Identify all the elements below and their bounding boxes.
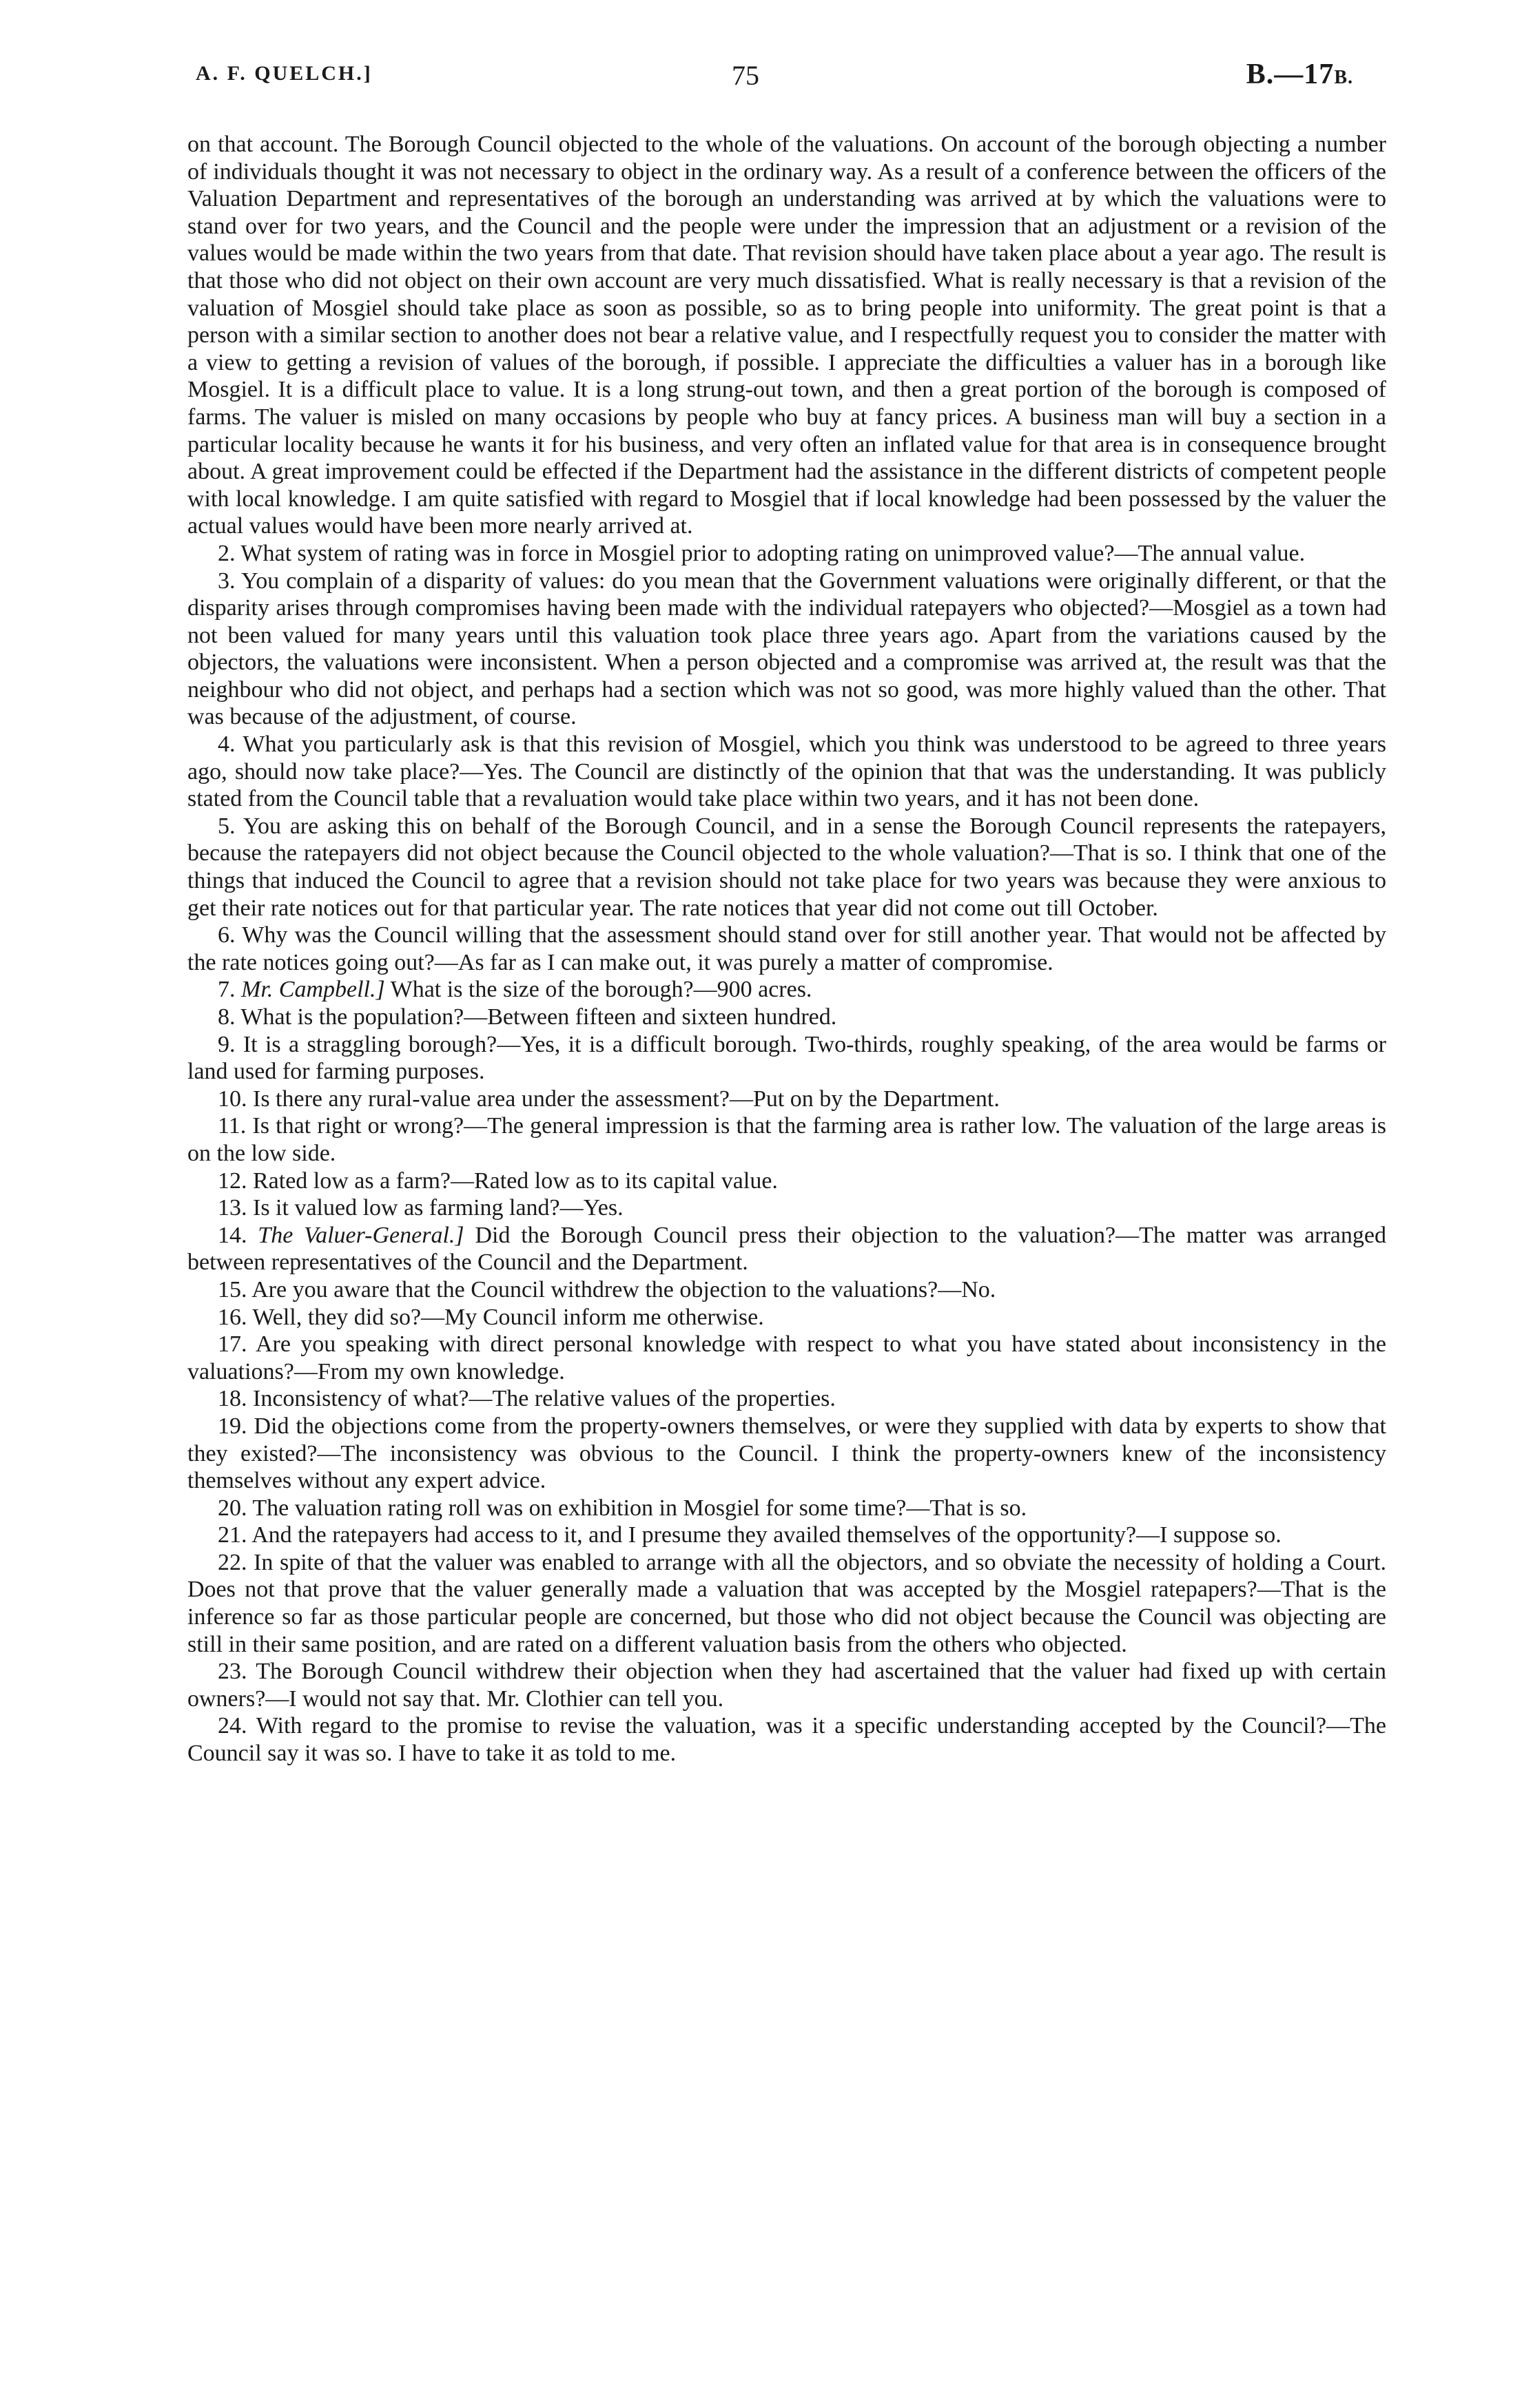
paragraph-text: It is a straggling borough?—Yes, it is a difficult borough. Two-thirds, roughly speaking, of the area would be farms or land used for farming purposes. — [187, 1031, 1386, 1085]
question-number: 15. — [218, 1276, 247, 1302]
question-number: 24. — [218, 1713, 247, 1739]
paragraph-text: What you particularly ask is that this revision of Mosgiel, which you think was understood to be agreed to three years ago, should now take place?—Yes. The Council are distinctly of the opinion that that was the understanding. It was publicly stated from the Council table that a revaluation would take place within two years, and it has not been done. — [187, 731, 1386, 812]
question-answer-paragraph — [187, 813, 1386, 922]
question-number: 9. — [218, 1031, 236, 1057]
paragraph-text: What is the size of the borough?—900 acres. — [390, 977, 812, 1003]
page-header — [0, 59, 1522, 103]
question-number: 7. — [218, 977, 236, 1003]
question-number: 19. — [218, 1413, 247, 1439]
page-number: 75 — [732, 60, 759, 91]
question-number: 18. — [218, 1386, 247, 1412]
question-number: 23. — [218, 1659, 247, 1685]
question-answer-paragraph — [187, 976, 1386, 1004]
reference-main: B.—17 — [1246, 59, 1335, 90]
body-text — [187, 131, 1386, 1767]
paragraph-text: Did the objections come from the property-owners themselves, or were they supplied with data by experts to show that they existed?—The inconsistency was obvious to the Council. I think the property-owners knew of the inconsistency themselves without any expert advice. — [187, 1413, 1386, 1494]
question-answer-paragraph — [187, 1167, 1386, 1195]
speaker-name: Mr. Campbell.] — [241, 977, 385, 1003]
question-answer-paragraph — [187, 540, 1386, 568]
paragraph-text: Are you speaking with direct personal knowledge with respect to what you have stated about inconsistency in the valuations?—From my own knowledge. — [187, 1331, 1387, 1384]
question-number: 8. — [218, 1004, 236, 1030]
question-answer-paragraph — [187, 1086, 1386, 1113]
paragraph-text: Is that right or wrong?—The general impression is that the farming area is rather low. The valuation of the large areas is on the low side. — [187, 1113, 1387, 1166]
author-label: A. F. QUELCH.] — [196, 62, 373, 85]
question-answer-paragraph — [187, 1031, 1386, 1086]
question-answer-paragraph — [187, 1331, 1386, 1385]
question-answer-paragraph — [187, 1004, 1386, 1031]
question-number: 13. — [218, 1195, 247, 1221]
question-answer-paragraph — [187, 1222, 1386, 1276]
paragraph-text: Is there any rural-value area under the assessment?—Put on by the Department. — [253, 1086, 1000, 1112]
paragraph-text: Why was the Council willing that the assessment should stand over for still another year. That would not be affected by the rate notices going out?—As far as I can make out, it was purely a matter of compromise. — [187, 922, 1386, 975]
question-answer-paragraph — [187, 1276, 1386, 1304]
question-answer-paragraph — [187, 922, 1386, 976]
question-number: 16. — [218, 1304, 247, 1330]
paragraph-text: Are you aware that the Council withdrew the objection to the valuations?—No. — [251, 1276, 996, 1302]
reference-suffix: B. — [1334, 67, 1353, 88]
question-number: 11. — [218, 1113, 247, 1139]
paragraph-continuation — [187, 131, 1386, 540]
question-answer-paragraph — [187, 568, 1386, 731]
question-number: 10. — [218, 1086, 247, 1112]
paragraph-text: on that account. The Borough Council objected to the whole of the valuations. On account of the borough objecting a number of individuals thought it was not necessary to object in the ordinary way. As a result of a conference between the officers of the Valuation Department and representatives of the borough an understanding was arrived at by which the valuations were to stand over for two years, and the Council and the people were under the impression that an adjustment or a revision of the values would be made within the two years from that date. That revision should have taken place about a year ago. The result is that those who did not object on their own account are very much dissatisfied. What is really necessary is that a revision of the valuation of Mosgiel should take place as soon as possible, so as to bring people into uniformity. The great point is that a person with a similar section to another does not bear a relative value, and I respectfully request you to consider the matter with a view to getting a revision of values of the borough, if possible. I appreciate the difficulties a valuer has in a borough like Mosgiel. It is a difficult place to value. It is a long strung-out town, and then a great portion of the borough is composed of farms. The valuer is misled on many occasions by people who buy at fancy prices. A business man will buy a section in a particular locality because he wants it for his business, and very often an inflated value for that area is in consequence brought about. A great improvement could be effected if the Department had the assistance in the different districts of competent people with local knowledge. I am quite satisfied with regard to Mosgiel that if local knowledge had been possessed by the valuer the actual values would have been more nearly arrived at. — [187, 132, 1386, 539]
question-number: 12. — [218, 1167, 247, 1194]
paragraph-text: In spite of that the valuer was enabled to arrange with all the objectors, and so obviate the necessity of holding a Court. Does not that prove that the valuer generally made a valuation that was accepted by the Mosgiel ratepapers?—That is the inference so far as those particular people are concerned, but those who did not object because the Council was objecting are still in their same position, and are rated on a different valuation basis from the others who objected. — [187, 1549, 1386, 1657]
question-number: 3. — [218, 568, 236, 594]
question-answer-paragraph — [187, 1712, 1386, 1767]
paragraph-text: Inconsistency of what?—The relative values of the properties. — [253, 1386, 836, 1412]
question-number: 5. — [218, 813, 236, 839]
paragraph-text: Rated low as a farm?—Rated low as to its capital value. — [253, 1167, 778, 1194]
question-answer-paragraph — [187, 1385, 1386, 1413]
paragraph-text: Is it valued low as farming land?—Yes. — [253, 1195, 624, 1221]
question-number: 14. — [218, 1222, 247, 1248]
question-number: 6. — [218, 922, 236, 948]
question-answer-paragraph — [187, 1522, 1386, 1549]
question-number: 4. — [218, 731, 236, 758]
question-number: 20. — [218, 1495, 247, 1521]
question-answer-paragraph — [187, 1658, 1386, 1712]
paragraph-text: The Borough Council withdrew their objection when they had ascertained that the valuer had fixed up with certain owners?—I would not say that. Mr. Clothier can tell you. — [187, 1659, 1386, 1712]
question-number: 2. — [218, 540, 236, 566]
question-answer-paragraph — [187, 1413, 1386, 1495]
question-number: 17. — [218, 1331, 247, 1358]
question-answer-paragraph — [187, 1112, 1386, 1167]
paragraph-text: You complain of a disparity of values: do you mean that the Government valuations were originally different, or that the disparity arises through compromises having been made with the individual ratepayers who objected?—Mosgiel as a town had not been valued for many years until this valuation took place three years ago. Apart from the variations caused by the objectors, the valuations were inconsistent. When a person objected and a compromise was arrived at, the result was that the neighbour who did not object, and perhaps had a section which was not so good, was more highly valued than the other. That was because of the adjustment, of course. — [187, 568, 1386, 730]
question-answer-paragraph — [187, 1495, 1386, 1522]
question-number: 21. — [218, 1522, 247, 1548]
paragraph-text: Did the Borough Council press their objection to the valuation?—The matter was arranged between representatives of the Council and the Department. — [187, 1222, 1386, 1276]
paragraph-text: The valuation rating roll was on exhibition in Mosgiel for some time?—That is so. — [252, 1495, 1027, 1521]
question-answer-paragraph — [187, 731, 1386, 813]
paragraph-text: What system of rating was in force in Mosgiel prior to adopting rating on unimproved value?—The annual value. — [240, 540, 1306, 566]
speaker-name: The Valuer-General.] — [258, 1222, 464, 1248]
paragraph-text: Well, they did so?—My Council inform me otherwise. — [252, 1304, 764, 1330]
paragraph-text: And the ratepayers had access to it, and I presume they availed themselves of the opportunity?—I suppose so. — [251, 1522, 1282, 1548]
question-answer-paragraph — [187, 1549, 1386, 1658]
paragraph-text: You are asking this on behalf of the Borough Council, and in a sense the Borough Council represents the ratepayers, because the ratepayers did not object because the Council objected to the whole valuation?—That is so. I think that one of the things that induced the Council to agree that a revision should not take place for two years was because they were anxious to get their rate notices out for that particular year. The rate notices that year did not come out till October. — [187, 813, 1386, 921]
document-reference — [1246, 58, 1353, 91]
question-number: 22. — [218, 1549, 247, 1575]
question-answer-paragraph — [187, 1194, 1386, 1222]
question-answer-paragraph — [187, 1304, 1386, 1331]
paragraph-text: What is the population?—Between fifteen and sixteen hundred. — [240, 1004, 837, 1030]
paragraph-text: With regard to the promise to revise the valuation, was it a specific understanding accepted by the Council?—The Council say it was so. I have to take it as told to me. — [187, 1713, 1386, 1767]
